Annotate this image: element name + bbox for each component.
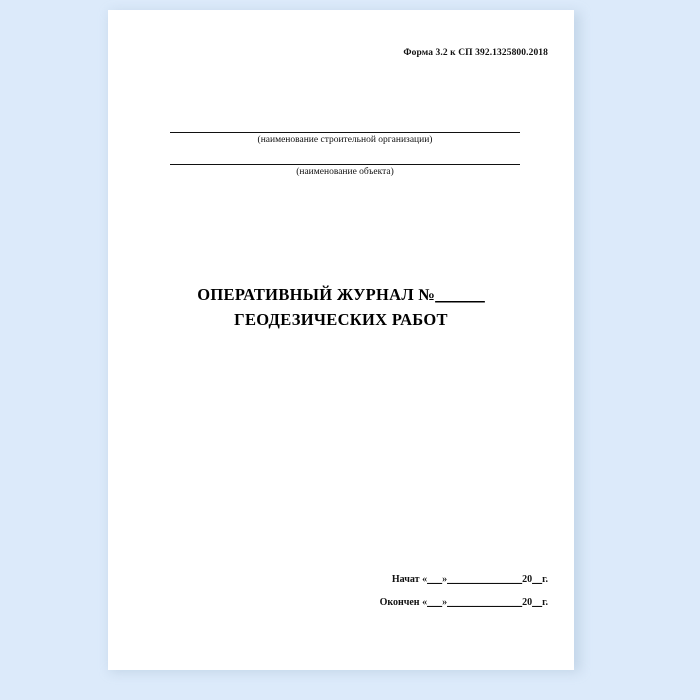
title-line-1 [108, 282, 574, 307]
form-code-label: Форма 3.2 к СП 392.1325800.2018 [403, 48, 548, 58]
finished-day-blank[interactable]: ___ [427, 597, 443, 608]
finished-quote-close: » [442, 597, 448, 608]
finished-year-blank[interactable]: __ [532, 597, 543, 608]
date-fields-group [380, 574, 548, 608]
started-quote-open: « [422, 574, 428, 585]
finished-year-prefix: 20 [522, 597, 533, 608]
finished-month-blank[interactable]: _______________ [447, 597, 523, 608]
started-date-line [380, 574, 548, 585]
started-label: Начат [391, 574, 420, 585]
finished-label: Окончен [379, 597, 420, 608]
organization-field-caption: (наименование строительной организации) [257, 135, 433, 145]
started-year-suffix: г. [542, 574, 548, 585]
started-day-blank[interactable]: ___ [427, 574, 443, 585]
started-quote-close: » [442, 574, 448, 585]
finished-year-suffix: г. [542, 597, 548, 608]
started-year-prefix: 20 [522, 574, 533, 585]
journal-number-blank[interactable]: ______ [435, 285, 485, 304]
started-year-blank[interactable]: __ [532, 574, 543, 585]
object-input-line[interactable] [170, 150, 520, 165]
organization-input-line[interactable] [170, 118, 520, 133]
started-month-blank[interactable]: _______________ [447, 574, 523, 585]
document-title [108, 282, 574, 332]
object-field-group [170, 150, 520, 177]
title-line-2: ГЕОДЕЗИЧЕСКИХ РАБОТ [234, 310, 448, 329]
title-line-1-text: ОПЕРАТИВНЫЙ ЖУРНАЛ № [197, 285, 436, 304]
finished-date-line [380, 597, 548, 608]
object-field-caption: (наименование объекта) [296, 167, 394, 177]
document-page [108, 10, 574, 670]
organization-field-group [170, 118, 520, 145]
finished-quote-open: « [422, 597, 428, 608]
